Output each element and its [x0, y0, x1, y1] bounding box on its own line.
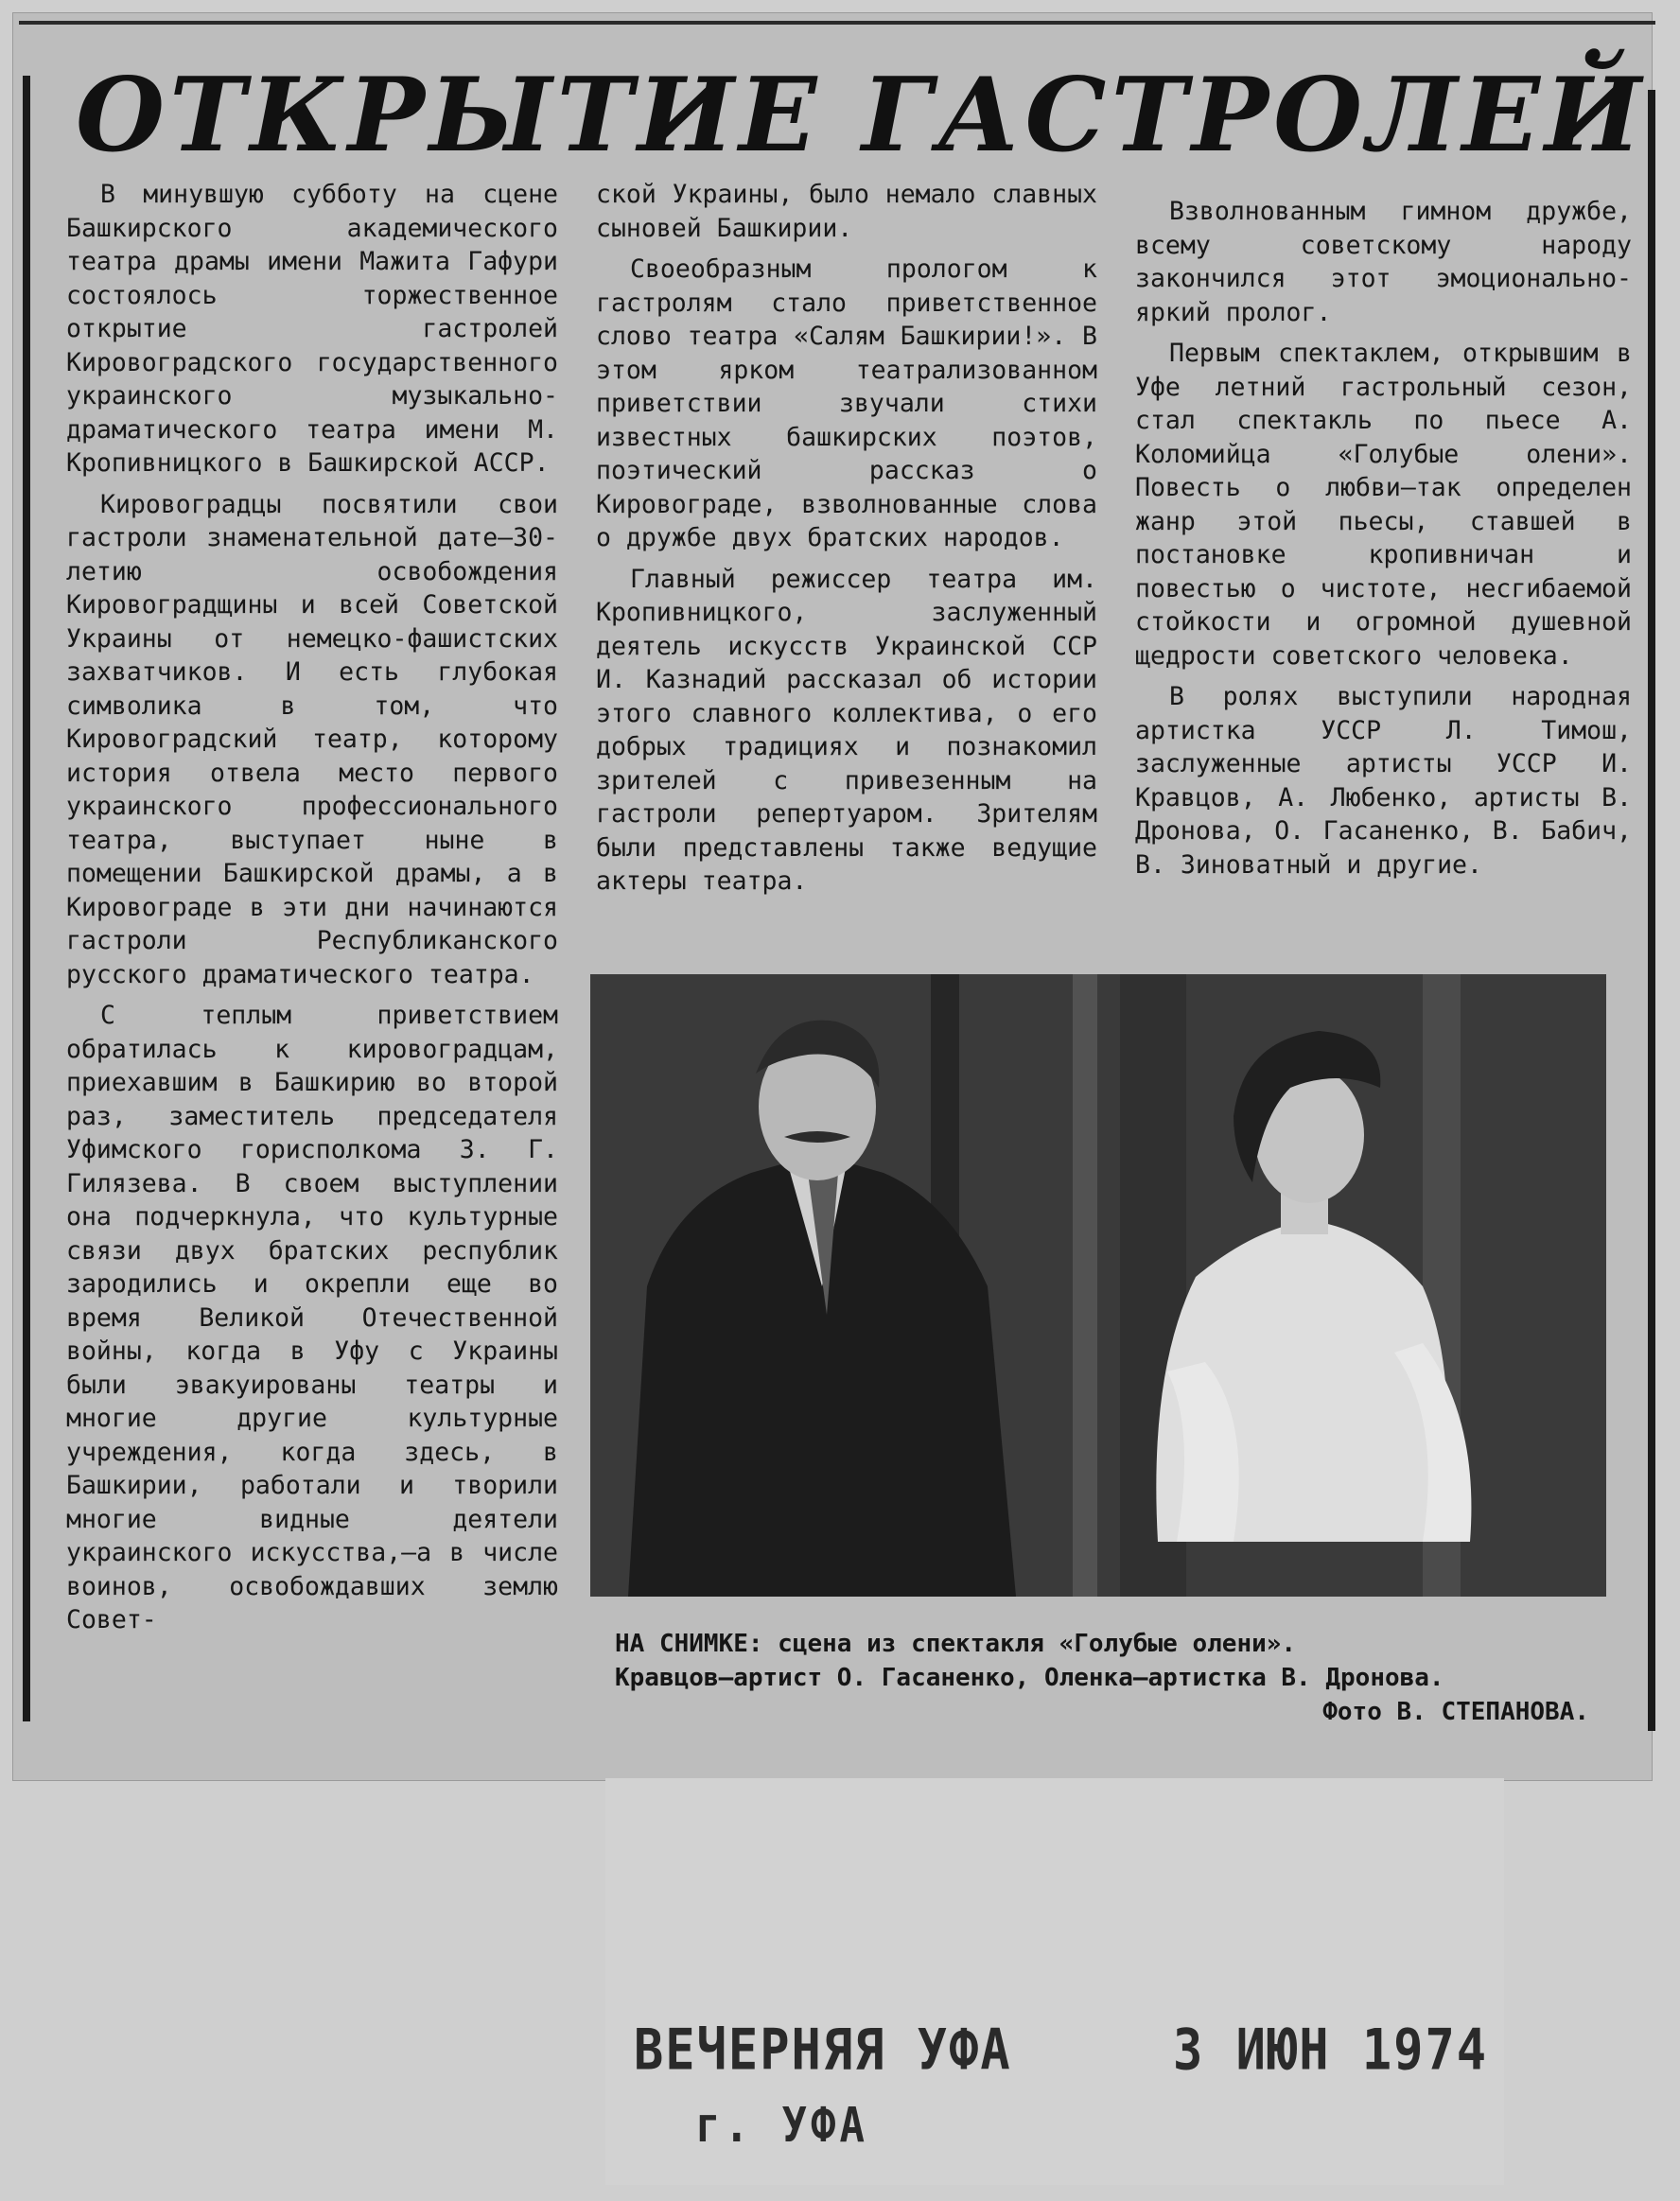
paragraph: Взволнованным гимном дружбе, всему советскому народу закончился этот эмоционально-яркий пролог.	[1135, 197, 1632, 327]
paragraph: Кировоградцы посвятили свои гастроли знаменательной дате—30-летию освобождения Кировоградщины и всей Советской Украины от немецко-фашистских захватчиков. И есть глубокая символика в том, что Кировоградский театр, которому история отвела место первого украинского профессионального театра, выступает ныне в помещении Башкирской драмы, а в Кировограде в эти дни начинаются гастроли Республиканского русского драматического театра.	[66, 489, 558, 989]
paragraph: В ролях выступили народная артистка УССР Л. Тимош, заслуженные артисты УССР И. Кравцов, А. Любенко, артисты В. Дронова, О. Гасаненко, В. Бабич, В. Зиноватный и другие.	[1135, 682, 1632, 880]
paragraph: В минувшую субботу на сцене Башкирского академического театра драмы имени Мажита Гафури состоялось торжественное открытие гастролей Кировоградского государственного украинского музыкально-драматического театра имени М. Кропивницкого в Башкирской АССР.	[66, 180, 558, 478]
paragraph: ской Украины, было немало славных сыновей Башкирии.	[596, 180, 1097, 243]
newspaper-stamp: ВЕЧЕРНЯЯ УФА	[634, 2018, 1012, 2084]
article-column-1	[66, 178, 558, 1645]
photo-caption	[615, 1627, 1618, 1729]
paragraph: С теплым приветствием обратилась к кировоградцам, приехавшим в Башкирию во второй раз, заместитель председателя Уфимского горисполкома З. Г. Гилязева. В своем выступлении она подчеркнула, что культурные связи двух братских республик зародились и окрепли еще во время Великой Отечественной войны, когда в Уфу с Украины были эвакуированы театры и многие другие культурные учреждения, когда здесь, в Башкирии, работали и творили многие видные деятели украинского искусства,—а в числе воинов, освобождавших землю Совет-	[66, 1001, 558, 1634]
article-headline: ОТКРЫТИЕ ГАСТРОЛЕЙ	[76, 56, 1647, 175]
article-column-3	[1135, 195, 1632, 889]
paragraph: Первым спектаклем, открывшим в Уфе летний гастрольный сезон, стал спектакль по пьесе А. Коломийца «Голубые олени». Повесть о любви—так определен жанр этой пьесы, ставшей в постановке кропивничан и повестью о чистоте, несгибаемой стойкости и огромной душевной щедрости советского человека.	[1135, 339, 1632, 671]
paragraph: Своеобразным прологом к гастролям стало приветственное слово театра «Салям Башкирии!». В этом ярком театрализованном приветствии звучали стихи известных башкирских поэтов, поэтический рассказ о Кировограде, взволнованные слова о дружбе двух братских народов.	[596, 254, 1097, 552]
left-rule	[23, 76, 30, 1721]
paragraph: Главный режиссер театра им. Кропивницкого, заслуженный деятель искусств Украинской ССР И. Казнадий рассказал об истории этого славного коллектива, о его добрых традициях и познакомил зрителей с привезенным на гастроли репертуаром. Зрителям были представлены также ведущие актеры театра.	[596, 564, 1097, 896]
stage-photo	[590, 974, 1606, 1597]
top-rule	[19, 21, 1655, 25]
date-stamp: 3 ИЮН 1974	[1173, 2018, 1489, 2084]
article-column-2	[596, 178, 1097, 906]
caption-line-1: НА СНИМКЕ: сцена из спектакля «Голубые олени».	[615, 1630, 1297, 1658]
city-stamp: г. УФА	[695, 2098, 868, 2154]
photo-illustration	[590, 974, 1606, 1597]
right-rule	[1648, 90, 1655, 1731]
caption-line-2: Кравцов—артист О. Гасаненко, Оленка—артистка В. Дронова.	[615, 1664, 1444, 1692]
photo-credit: Фото В. СТЕПАНОВА.	[1322, 1698, 1589, 1726]
